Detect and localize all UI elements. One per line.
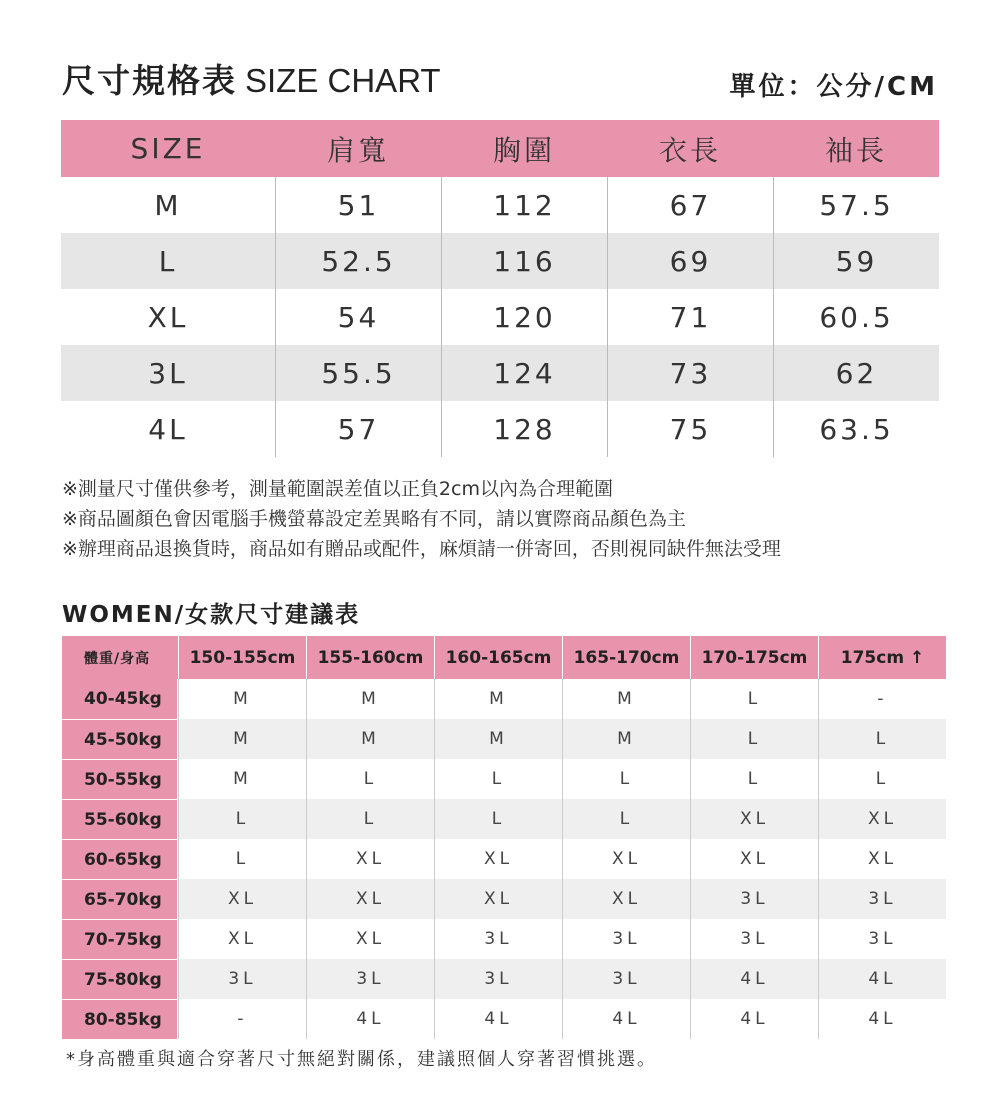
women-header-row <box>62 636 946 679</box>
women-table-body <box>62 679 946 1039</box>
table-cell: 55.5 <box>275 345 441 401</box>
note-line: ※測量尺寸僅供參考，測量範圍誤差值以正負2cm以內為合理範圍 <box>62 478 613 500</box>
size-cell: M <box>306 679 434 719</box>
size-cell: L <box>434 799 562 839</box>
table-cell: 120 <box>441 289 607 345</box>
weight-cell: 80-85kg <box>62 999 178 1039</box>
size-cell: 4L <box>818 959 946 999</box>
table-cell: M <box>154 188 182 222</box>
table-row <box>61 289 939 345</box>
table-row <box>62 879 946 919</box>
table-cell: 54 <box>275 289 441 345</box>
table-cell: 57 <box>275 401 441 457</box>
size-cell: L <box>178 839 306 879</box>
table-row <box>62 719 946 759</box>
table-cell: 69 <box>607 233 773 289</box>
table-cell: 73 <box>607 345 773 401</box>
size-cell: - <box>178 999 306 1039</box>
size-chart-table <box>61 120 939 457</box>
table-cell: L <box>158 244 178 278</box>
header-cell: 150-155cm <box>178 636 306 679</box>
size-cell: 3L <box>434 919 562 959</box>
header-cell: 175cm ↑ <box>818 636 946 679</box>
header-cell: 體重/身高 <box>62 636 178 679</box>
footnote: *身高體重與適合穿著尺寸無絕對關係，建議照個人穿著習慣挑選。 <box>66 1049 657 1070</box>
table-row <box>62 919 946 959</box>
notes <box>62 474 781 564</box>
table-cell: 60.5 <box>773 289 939 345</box>
weight-cell: 70-75kg <box>62 919 178 959</box>
size-cell: 4L <box>690 959 818 999</box>
size-cell: XL <box>690 839 818 879</box>
size-cell: L <box>690 759 818 799</box>
size-cell: XL <box>178 879 306 919</box>
page-title <box>62 55 441 102</box>
weight-cell: 50-55kg <box>62 759 178 799</box>
header-cell: 165-170cm <box>562 636 690 679</box>
table-cell: 57.5 <box>773 177 939 233</box>
size-cell: M <box>178 679 306 719</box>
weight-cell: 65-70kg <box>62 879 178 919</box>
table-row <box>62 959 946 999</box>
size-cell: M <box>562 719 690 759</box>
weight-cell: 40-45kg <box>62 679 178 719</box>
title-en: SIZE CHART <box>245 62 441 99</box>
size-cell: L <box>818 719 946 759</box>
header-cell: 胸圍 <box>492 133 555 167</box>
size-cell: L <box>562 799 690 839</box>
size-cell: 4L <box>562 999 690 1039</box>
table-cell: 3L <box>148 356 188 390</box>
table-cell: 51 <box>275 177 441 233</box>
size-cell: 4L <box>306 999 434 1039</box>
size-cell: XL <box>306 839 434 879</box>
table-row <box>61 345 939 401</box>
table-cell: 124 <box>441 345 607 401</box>
size-cell: L <box>818 759 946 799</box>
table-cell: 59 <box>773 233 939 289</box>
table-cell: 128 <box>441 401 607 457</box>
header-cell: 155-160cm <box>306 636 434 679</box>
size-cell: L <box>434 759 562 799</box>
weight-cell: 45-50kg <box>62 719 178 759</box>
size-chart-body <box>61 177 939 457</box>
size-cell: M <box>562 679 690 719</box>
size-cell: M <box>178 719 306 759</box>
table-cell: 75 <box>607 401 773 457</box>
size-cell: L <box>306 799 434 839</box>
table-row <box>62 999 946 1039</box>
table-cell: 112 <box>441 177 607 233</box>
size-cell: 3L <box>434 959 562 999</box>
header-cell: 170-175cm <box>690 636 818 679</box>
table-row <box>62 799 946 839</box>
size-cell: L <box>690 719 818 759</box>
table-cell: 62 <box>773 345 939 401</box>
size-cell: L <box>306 759 434 799</box>
header-cell: 袖長 <box>824 133 887 167</box>
title-cn: 尺寸規格表 <box>62 61 237 100</box>
table-row <box>62 759 946 799</box>
table-row <box>61 401 939 457</box>
table-cell: XL <box>147 300 189 334</box>
size-cell: 3L <box>178 959 306 999</box>
table-row <box>62 839 946 879</box>
size-cell: 3L <box>690 879 818 919</box>
size-cell: XL <box>818 799 946 839</box>
note-line: ※辦理商品退換貨時，商品如有贈品或配件，麻煩請一併寄回，否則視同缺件無法受理 <box>62 538 781 560</box>
header-cell: 衣長 <box>658 133 721 167</box>
size-cell: 3L <box>306 959 434 999</box>
table-cell: 4L <box>148 412 188 446</box>
header-cell: 肩寬 <box>326 133 389 167</box>
header-cell: SIZE <box>130 132 206 165</box>
table-row <box>61 233 939 289</box>
women-size-table <box>62 636 946 1039</box>
size-cell: XL <box>306 879 434 919</box>
size-cell: 3L <box>818 879 946 919</box>
size-cell: XL <box>178 919 306 959</box>
table-cell: 63.5 <box>773 401 939 457</box>
size-cell: XL <box>306 919 434 959</box>
size-cell: XL <box>562 839 690 879</box>
size-cell: 3L <box>562 919 690 959</box>
size-cell: L <box>562 759 690 799</box>
header-cell: 160-165cm <box>434 636 562 679</box>
size-cell: XL <box>818 839 946 879</box>
size-cell: 4L <box>434 999 562 1039</box>
weight-cell: 75-80kg <box>62 959 178 999</box>
weight-cell: 60-65kg <box>62 839 178 879</box>
size-cell: M <box>434 719 562 759</box>
table-row <box>62 679 946 719</box>
size-cell: 4L <box>690 999 818 1039</box>
size-cell: XL <box>690 799 818 839</box>
size-cell: XL <box>562 879 690 919</box>
size-cell: 3L <box>690 919 818 959</box>
size-cell: M <box>434 679 562 719</box>
table-cell: 67 <box>607 177 773 233</box>
size-cell: 4L <box>818 999 946 1039</box>
size-cell: XL <box>434 839 562 879</box>
unit-label: 單位：公分/CM <box>729 72 938 102</box>
size-cell: 3L <box>818 919 946 959</box>
size-chart-header-row <box>61 120 939 177</box>
table-cell: 52.5 <box>275 233 441 289</box>
table-row <box>61 177 939 233</box>
size-cell: M <box>178 759 306 799</box>
size-cell: 3L <box>562 959 690 999</box>
size-cell: M <box>306 719 434 759</box>
note-line: ※商品圖顏色會因電腦手機螢幕設定差異略有不同，請以實際商品顏色為主 <box>62 508 686 530</box>
table-cell: 116 <box>441 233 607 289</box>
size-cell: - <box>818 679 946 719</box>
women-section-title: WOMEN/女款尺寸建議表 <box>62 602 361 628</box>
size-cell: L <box>690 679 818 719</box>
table-cell: 71 <box>607 289 773 345</box>
size-cell: L <box>178 799 306 839</box>
weight-cell: 55-60kg <box>62 799 178 839</box>
size-cell: XL <box>434 879 562 919</box>
